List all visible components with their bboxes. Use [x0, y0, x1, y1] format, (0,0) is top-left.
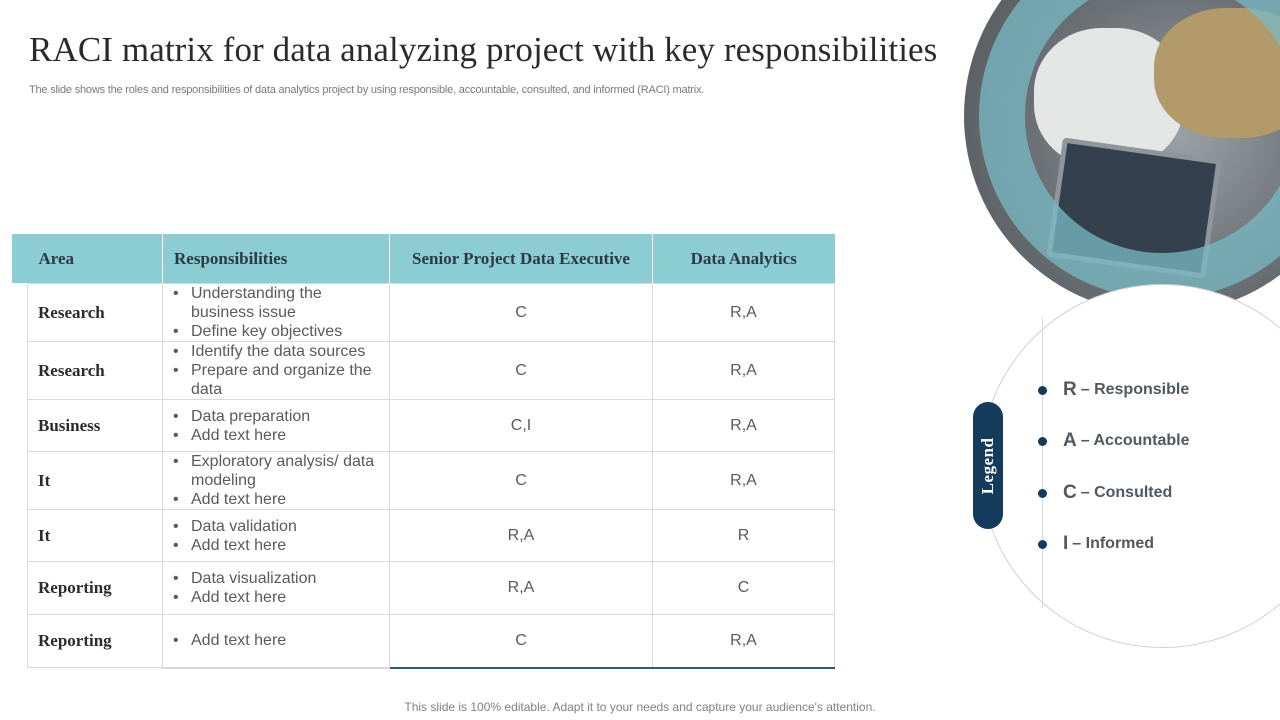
area-cell: It — [28, 452, 163, 510]
analytics-role-cell: R — [653, 510, 835, 562]
header-area: Area — [28, 234, 163, 284]
legend-label: Legend — [978, 437, 997, 494]
senior-role-cell: C — [390, 342, 653, 400]
table-row — [28, 342, 835, 400]
analytics-role-cell: R,A — [653, 284, 835, 342]
responsibility-item: • Define key objectives — [191, 322, 379, 341]
responsibility-item: • Add text here — [191, 426, 379, 445]
senior-role-cell: R,A — [390, 510, 653, 562]
area-cell: Reporting — [28, 615, 163, 668]
team-photo — [964, 0, 1280, 314]
table-row — [28, 284, 835, 342]
legend-item-responsible — [1038, 378, 1189, 402]
analytics-role-cell: R,A — [653, 452, 835, 510]
senior-role-cell: C — [390, 284, 653, 342]
area-cell: Research — [28, 284, 163, 342]
responsibility-item: • Add text here — [191, 588, 379, 607]
legend-divider — [1042, 318, 1043, 608]
responsibility-item: • Identify the data sources — [191, 342, 379, 361]
bullet-dot-icon — [1038, 540, 1047, 549]
senior-role-cell: C,I — [390, 400, 653, 452]
area-cell: It — [28, 510, 163, 562]
responsibility-item: • Data preparation — [191, 407, 379, 426]
bullet-dot-icon — [1038, 437, 1047, 446]
photo-ring-overlay — [979, 0, 1280, 299]
legend-text: – Responsible — [1080, 381, 1190, 398]
responsibility-item: • Add text here — [191, 631, 379, 650]
table-header-row — [28, 234, 835, 284]
table-row — [28, 562, 835, 615]
header-data-analytics: Data Analytics — [653, 234, 835, 284]
responsibility-item: • Understanding the business issue — [191, 284, 379, 322]
header-senior-project-data-executive: Senior Project Data Executive — [390, 234, 653, 284]
responsibility-item: • Data validation — [191, 517, 379, 536]
table-header-accent — [12, 234, 28, 283]
legend-key: C — [1063, 482, 1077, 503]
legend-key: I — [1063, 533, 1069, 554]
legend-text: – Informed — [1072, 535, 1155, 552]
bullet-dot-icon — [1038, 489, 1047, 498]
responsibilities-cell — [163, 284, 390, 342]
responsibilities-cell — [163, 615, 390, 668]
responsibility-item: • Add text here — [191, 536, 379, 555]
slide-subtitle: The slide shows the roles and responsibilities of data analytics project by using responsible, accountable, consulted, and informed (RACI) matrix. — [29, 84, 705, 96]
responsibilities-cell — [163, 562, 390, 615]
responsibilities-cell — [163, 400, 390, 452]
table-row — [28, 510, 835, 562]
legend-badge — [973, 402, 1003, 529]
area-cell: Reporting — [28, 562, 163, 615]
responsibilities-cell — [163, 510, 390, 562]
bullet-dot-icon — [1038, 386, 1047, 395]
legend-text: – Accountable — [1080, 432, 1190, 449]
analytics-role-cell: R,A — [653, 342, 835, 400]
legend-item-consulted — [1038, 481, 1172, 505]
responsibility-item: • Exploratory analysis/ data modeling — [191, 452, 379, 490]
senior-role-cell: C — [390, 615, 653, 668]
table-row — [28, 400, 835, 452]
analytics-role-cell: R,A — [653, 615, 835, 668]
raci-table — [27, 234, 835, 669]
table-row — [28, 615, 835, 668]
legend-text: – Consulted — [1080, 484, 1173, 501]
footer-note: This slide is 100% editable. Adapt it to your needs and capture your audience's attention. — [404, 700, 876, 714]
legend-item-accountable — [1038, 429, 1190, 453]
table-row — [28, 452, 835, 510]
analytics-role-cell: R,A — [653, 400, 835, 452]
responsibilities-cell — [163, 452, 390, 510]
area-cell: Research — [28, 342, 163, 400]
responsibilities-cell — [163, 342, 390, 400]
legend-key: A — [1063, 430, 1077, 451]
legend-key: R — [1063, 379, 1077, 400]
header-responsibilities: Responsibilities — [163, 234, 390, 284]
legend-item-informed — [1038, 532, 1154, 556]
area-cell: Business — [28, 400, 163, 452]
responsibility-item: • Add text here — [191, 490, 379, 509]
senior-role-cell: C — [390, 452, 653, 510]
responsibility-item: • Data visualization — [191, 569, 379, 588]
slide-title: RACI matrix for data analyzing project with key responsibilities — [29, 30, 938, 69]
senior-role-cell: R,A — [390, 562, 653, 615]
responsibility-item: • Prepare and organize the data — [191, 361, 379, 399]
analytics-role-cell: C — [653, 562, 835, 615]
legend-panel — [980, 284, 1280, 648]
